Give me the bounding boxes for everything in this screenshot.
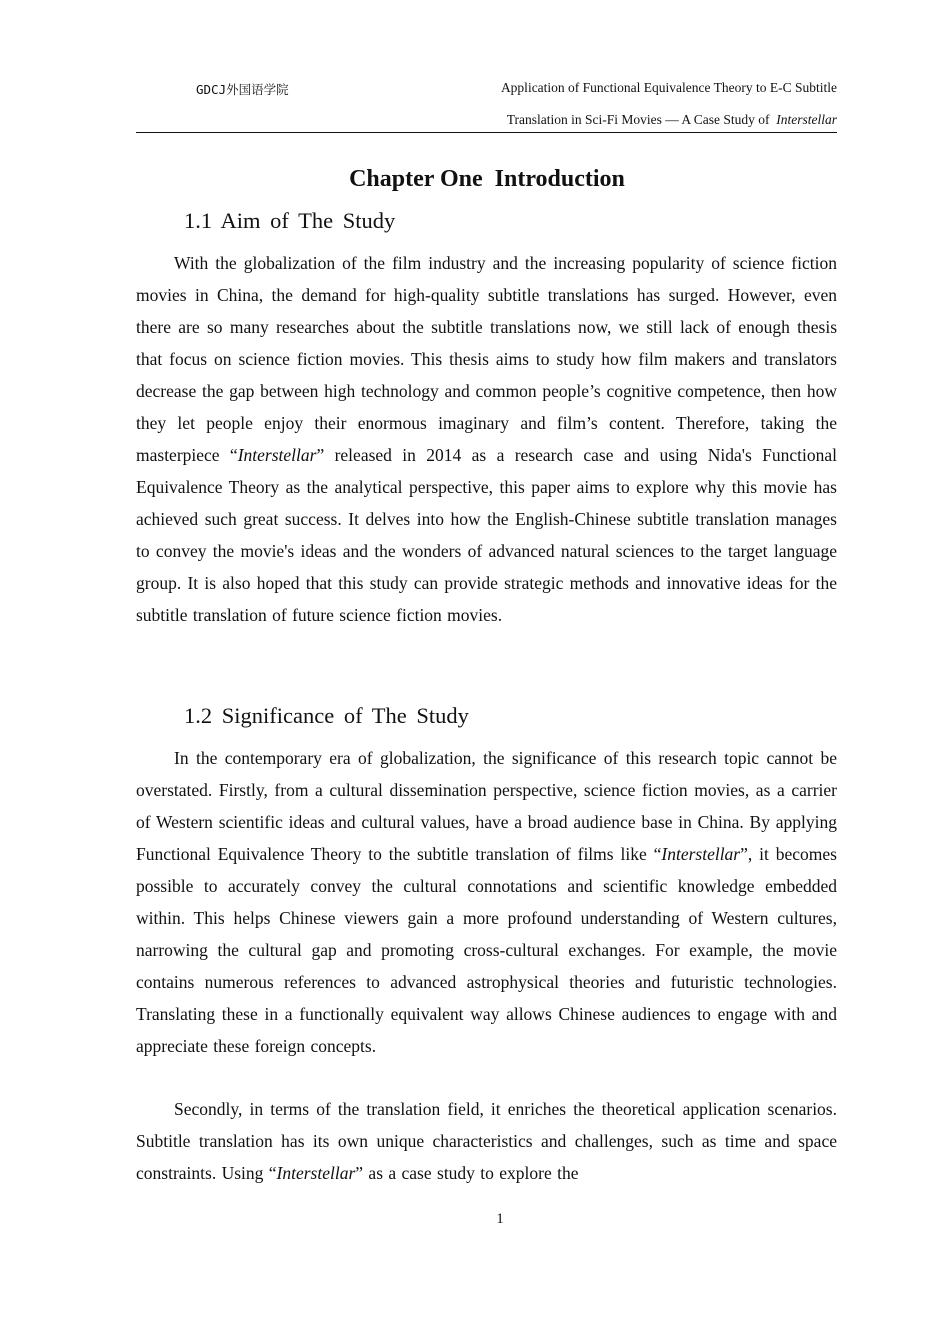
movie-title: Interstellar — [661, 844, 741, 864]
paragraph-text: ”, it becomes possible to accurately convey the cultural connotations and scientific knowledge embedded within. This helps Chinese viewers gain a more profound understanding of Western cultures, narrowing the cultural gap and promoting cross-cultural exchanges. For example, the movie contains numerous references to advanced astrophysical theories and futuristic technologies. Translating these in a functionally equivalent way allows Chinese audiences to engage with and appreciate these foreign concepts. — [136, 844, 837, 1056]
paragraph-text: ” released in 2014 as a research case and using Nida's Functional Equivalence Theory as the analytical perspective, this paper aims to explore why this movie has achieved such great success. It delves into how the English-Chinese subtitle translation manages to convey the movie's ideas and the wonders of advanced natural sciences to the target language group. It is also hoped that this study can provide strategic methods and innovative ideas for the subtitle translation of future science fiction movies. — [136, 445, 837, 625]
paragraph-significance-1 — [136, 742, 837, 1062]
header-institution: GDCJ外国语学院 — [196, 82, 289, 97]
paragraph-text: In the contemporary era of globalization, the significance of this research topic cannot be overstated. Firstly, from a cultural dissemination perspective, science fiction movies, as a carrier of Western scientific ideas and cultural values, have a broad audience base in China. By applying Functional Equivalence Theory to the subtitle translation of films like “ — [136, 748, 837, 864]
movie-title: Interstellar — [276, 1163, 356, 1183]
chapter-title: Chapter One Introduction — [349, 166, 625, 192]
header-divider — [136, 132, 837, 133]
section-heading-significance: 1.2 Significance of The Study — [184, 703, 469, 728]
movie-title: Interstellar — [237, 445, 317, 465]
paragraph-significance-2 — [136, 1093, 837, 1189]
section-heading-aim: 1.1 Aim of The Study — [184, 208, 396, 233]
page-number: 1 — [496, 1211, 504, 1227]
paragraph-text: Secondly, in terms of the translation field, it enriches the theoretical application scenarios. Subtitle translation has its own unique characteristics and challenges, such as time and space constraints. Using “ — [136, 1099, 837, 1183]
header-movie-title: Interstellar — [776, 112, 837, 127]
header-thesis-title-line2 — [507, 112, 837, 128]
paragraph-text: With the globalization of the film industry and the increasing popularity of science fiction movies in China, the demand for high-quality subtitle translations has surged. However, even there are so many researches about the subtitle translations now, we still lack of enough thesis that focus on science fiction movies. This thesis aims to study how film makers and translators decrease the gap between high technology and common people’s cognitive competence, then how they let people enjoy their enormous imaginary and film’s content. Therefore, taking the masterpiece “ — [136, 253, 837, 465]
paragraph-text: ” as a case study to explore the — [355, 1163, 579, 1183]
paragraph-aim — [136, 247, 837, 631]
header-thesis-title-line1: Application of Functional Equivalence Theory to E-C Subtitle — [500, 80, 837, 95]
header-thesis-title-prefix: Translation in Sci-Fi Movies — A Case Study of — [506, 112, 770, 127]
